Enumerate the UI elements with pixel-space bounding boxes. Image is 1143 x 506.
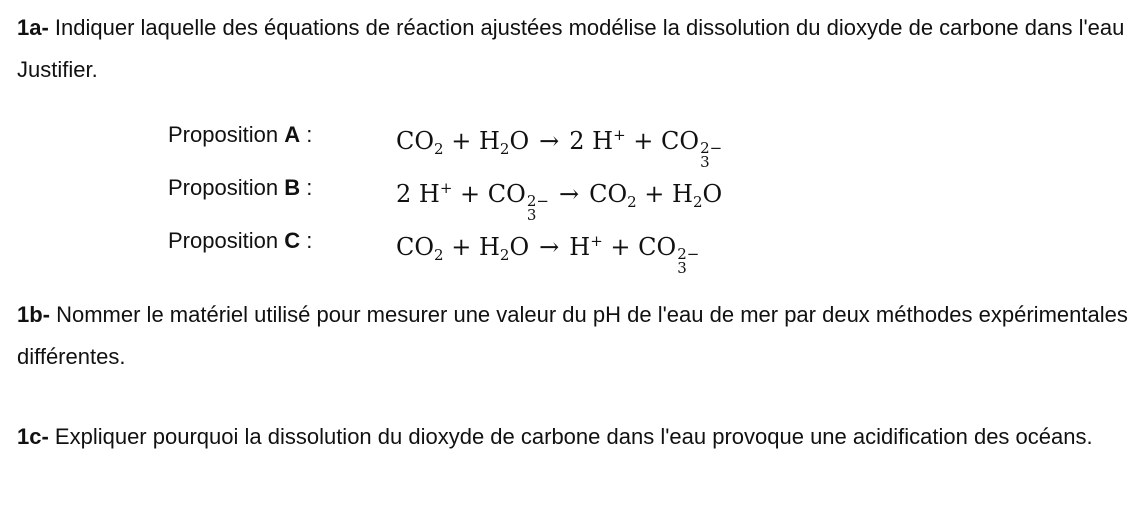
plus-sign: + — [443, 127, 479, 155]
reaction-arrow: → — [558, 180, 580, 208]
proposition-suffix: : — [300, 175, 313, 200]
subscript: 2 — [499, 246, 510, 264]
subscript: 2 — [627, 193, 637, 211]
plus-sign: + — [625, 127, 662, 155]
reaction-equation — [396, 223, 699, 275]
plus-sign: + — [443, 233, 479, 261]
proposition-row — [168, 219, 868, 277]
question-number: 1c- — [17, 424, 49, 449]
species-symbol: H — [672, 180, 693, 208]
proposition-suffix: : — [300, 122, 313, 147]
charge: 2− — [526, 192, 549, 210]
proposition-label — [168, 120, 312, 150]
subscript: 2 — [434, 140, 444, 158]
proposition-letter: B — [284, 175, 301, 200]
reaction-equation — [396, 170, 722, 222]
chemical-species — [672, 180, 723, 211]
species-symbol: O — [702, 180, 723, 208]
reaction-arrow: → — [539, 233, 560, 261]
chemical-species — [661, 127, 723, 171]
species-symbol: H — [569, 233, 591, 261]
species-symbol: CO — [589, 180, 628, 208]
question-number: 1b- — [17, 302, 50, 327]
propositions-list — [168, 113, 868, 277]
question-1c — [17, 416, 1131, 458]
species-symbol: H — [478, 127, 500, 155]
plus-sign: + — [636, 180, 673, 208]
chemical-species — [569, 127, 625, 155]
proposition-row — [168, 113, 868, 171]
charge: + — [590, 232, 603, 250]
charge: + — [613, 126, 626, 144]
species-symbol: CO — [396, 127, 435, 155]
chemical-species — [589, 180, 637, 211]
ion-indices — [677, 247, 699, 275]
reaction-equation — [396, 117, 722, 169]
chemical-species — [396, 127, 444, 158]
proposition-suffix: : — [300, 228, 313, 253]
proposition-row — [168, 166, 868, 224]
chemical-species — [478, 233, 530, 264]
coefficient: 2 — [396, 180, 419, 208]
coefficient: 2 — [569, 127, 593, 155]
question-text: Nommer le matériel utilisé pour mesurer une valeur du pH de l'eau de mer par deux méthodes expérimentales différentes. — [17, 302, 1128, 369]
question-1a — [17, 7, 1131, 91]
question-text: Indiquer laquelle des équations de réaction ajustées modélise la dissolution du dioxyde de carbone dans l'eau Justifier. — [17, 15, 1125, 82]
species-symbol: H — [478, 233, 500, 261]
chemical-species — [478, 127, 530, 158]
charge: + — [439, 179, 453, 197]
question-text: Expliquer pourquoi la dissolution du dioxyde de carbone dans l'eau provoque une acidification des océans. — [48, 424, 1093, 449]
charge: 2− — [677, 245, 700, 263]
question-1b — [17, 294, 1131, 378]
proposition-letter: A — [284, 122, 301, 147]
chemical-species — [487, 180, 549, 224]
charge: 2− — [700, 139, 723, 157]
proposition-letter: C — [284, 228, 301, 253]
subscript: 3 — [526, 206, 537, 224]
subscript: 2 — [692, 193, 703, 211]
proposition-prefix: Proposition — [168, 228, 285, 253]
plus-sign: + — [452, 180, 488, 208]
subscript: 3 — [700, 153, 710, 171]
species-symbol: CO — [396, 233, 435, 261]
subscript: 2 — [499, 140, 510, 158]
ion-indices — [527, 194, 549, 222]
species-symbol: CO — [487, 180, 526, 208]
proposition-prefix: Proposition — [168, 122, 285, 147]
plus-sign: + — [602, 233, 639, 261]
species-symbol: H — [592, 127, 614, 155]
subscript: 3 — [677, 259, 687, 277]
proposition-label — [168, 226, 312, 256]
chemical-species — [396, 180, 452, 208]
subscript: 2 — [434, 246, 444, 264]
species-symbol: H — [418, 180, 440, 208]
species-symbol: O — [509, 233, 530, 261]
question-number: 1a- — [17, 15, 49, 40]
proposition-label — [168, 173, 312, 203]
species-symbol: CO — [661, 127, 700, 155]
chemical-species — [569, 233, 603, 261]
chemical-species — [396, 233, 444, 264]
species-symbol: O — [509, 127, 530, 155]
reaction-arrow: → — [539, 127, 560, 155]
proposition-prefix: Proposition — [168, 175, 285, 200]
ion-indices — [700, 141, 722, 169]
chemical-species — [638, 233, 700, 277]
species-symbol: CO — [638, 233, 677, 261]
